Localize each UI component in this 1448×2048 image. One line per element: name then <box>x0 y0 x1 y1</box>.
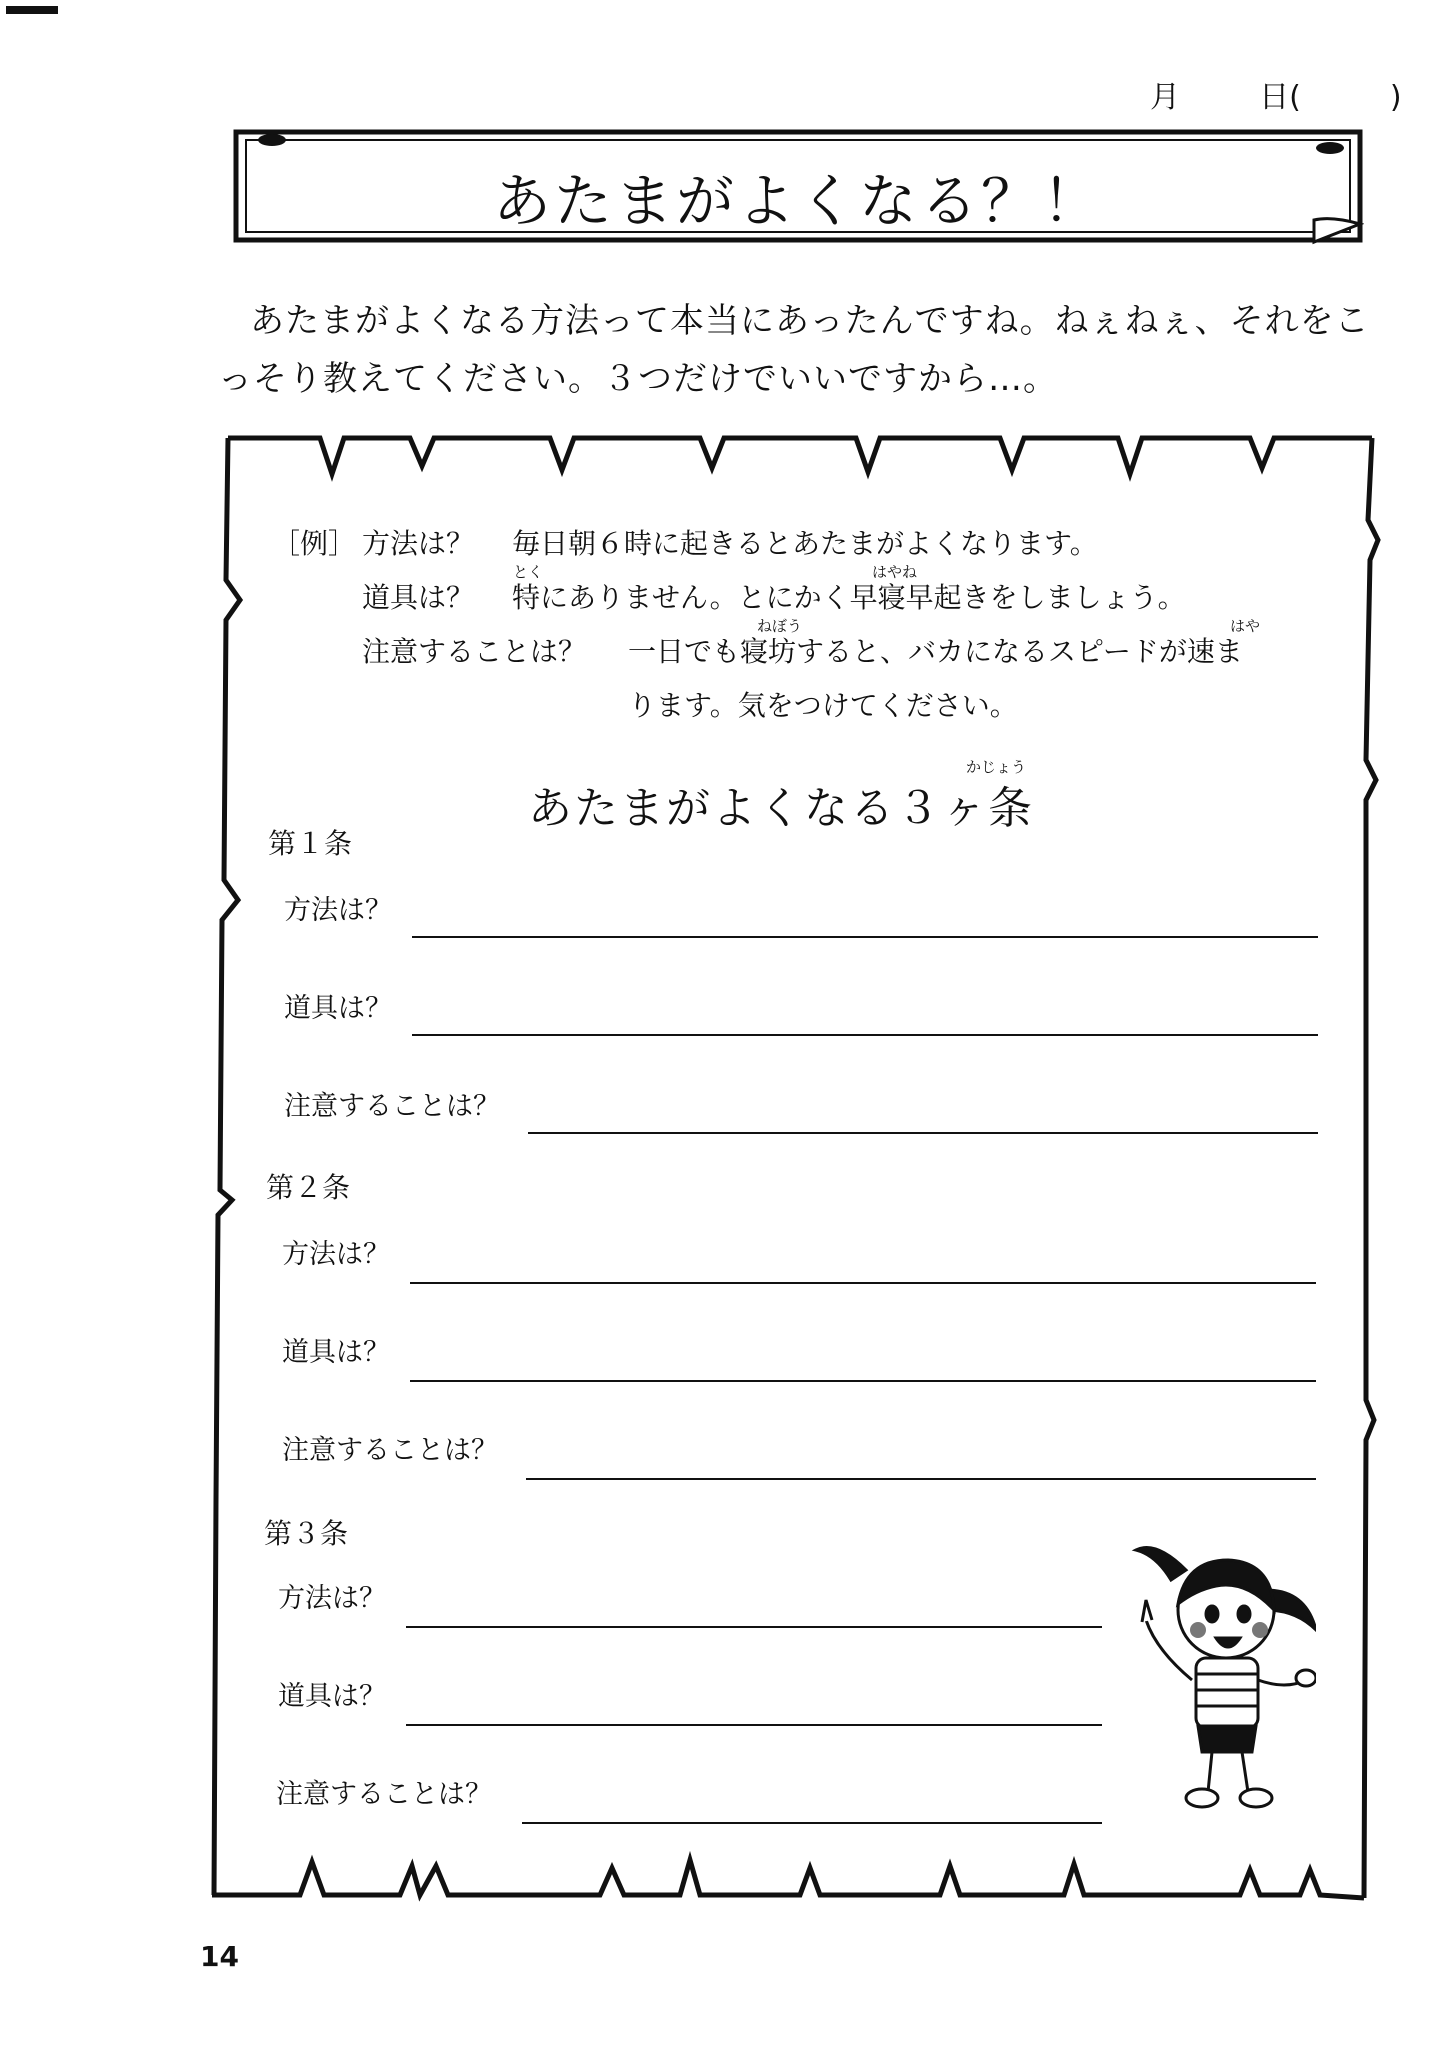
frame-left-edge <box>214 438 240 1895</box>
ruby-toku: とく <box>513 563 544 581</box>
article-3-title: 第３条 <box>264 1517 349 1550</box>
ruby-nebou: ねぼう <box>757 617 803 635</box>
ruby-kajou: かじょう <box>966 758 1027 776</box>
article-1-tool-input[interactable] <box>412 1034 1318 1036</box>
day-label: 日( <box>1259 80 1301 115</box>
girl-illustration <box>1116 1530 1316 1830</box>
article-3-tool-label: 道具は？ <box>278 1681 386 1712</box>
example-tool-question: 道具は？ <box>362 581 475 614</box>
example-caution-question: 注意することは？ <box>362 635 587 668</box>
example-caution-answer-line1: 一日でも寝坊すると、バカになるスピードが速ま <box>628 635 1243 668</box>
example-method-question: 方法は？ <box>362 527 475 560</box>
day-paren-close: ) <box>1389 80 1402 115</box>
article-3-caution-label: 注意することは？ <box>276 1779 492 1810</box>
ruby-hayane: はやね <box>872 563 918 581</box>
page-title: あたまがよくなる？！ <box>492 167 1103 235</box>
article-1-tool-label: 道具は？ <box>284 993 392 1024</box>
article-2-method-input[interactable] <box>410 1282 1316 1284</box>
frame-top-edge <box>228 438 1372 474</box>
example-tool-answer: 特にありません。とにかく早寝早起きをしましょう。 <box>512 581 1186 614</box>
section-heading: あたまがよくなる３ヶ条 <box>528 783 1034 834</box>
ruby-haya: はや <box>1230 617 1261 635</box>
article-1-caution-input[interactable] <box>528 1132 1318 1134</box>
example-method-answer: 毎日朝６時に起きるとあたまがよくなります。 <box>512 527 1098 560</box>
frame-bottom-edge <box>212 1860 1364 1898</box>
page-number: 14 <box>200 1940 239 1973</box>
example-caution-answer-line2: ります。気をつけてください。 <box>628 689 1018 722</box>
article-1-caution-label: 注意することは？ <box>284 1091 500 1122</box>
article-1-method-input[interactable] <box>412 936 1318 938</box>
article-1-method-label: 方法は？ <box>284 895 392 926</box>
article-2-method-label: 方法は？ <box>282 1239 390 1270</box>
intro-text: あたまがよくなる方法って本当にあったんですね。ねぇねぇ、それをこっそり教えてください。３つだけでいいですから…。 <box>218 301 1370 399</box>
article-2-title: 第２条 <box>266 1171 351 1204</box>
article-3-tool-input[interactable] <box>406 1724 1102 1726</box>
article-2-tool-input[interactable] <box>410 1380 1316 1382</box>
article-2-caution-label: 注意することは？ <box>282 1435 498 1466</box>
article-2-caution-input[interactable] <box>526 1478 1316 1480</box>
article-1-title: 第１条 <box>268 827 353 860</box>
frame-right-edge <box>1364 438 1378 1898</box>
article-3-caution-input[interactable] <box>522 1822 1102 1824</box>
example-tag: ［例］ <box>272 527 357 560</box>
month-label: 月 <box>1150 80 1180 115</box>
article-3-method-label: 方法は？ <box>278 1583 386 1614</box>
article-2-tool-label: 道具は？ <box>282 1337 390 1368</box>
article-3-method-input[interactable] <box>406 1626 1102 1628</box>
